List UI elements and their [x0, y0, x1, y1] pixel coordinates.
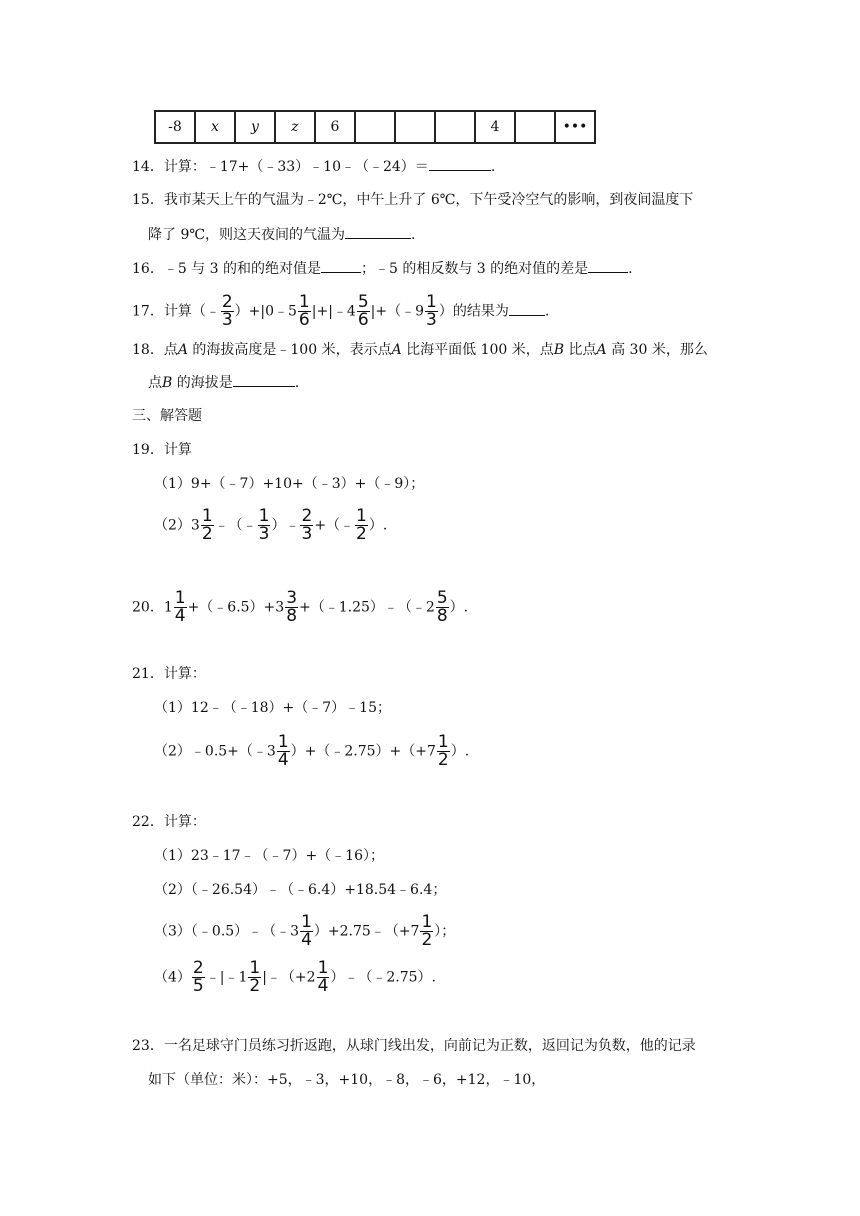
question-text: |+（﹣9	[370, 303, 425, 320]
punctuation: .	[544, 303, 550, 320]
fraction	[201, 508, 214, 543]
denominator: 2	[437, 750, 449, 770]
fraction	[355, 508, 368, 543]
question-text: 16．﹣5 与 3 的和的绝对值是	[132, 261, 321, 277]
question-text: +（﹣6.5）+3	[187, 599, 285, 616]
numerator: 2	[301, 506, 313, 526]
numerator: 1	[174, 588, 186, 608]
denominator: 4	[174, 606, 186, 626]
question-text: ）.	[368, 517, 388, 534]
numerator: 1	[277, 732, 289, 752]
question-16	[132, 258, 633, 279]
question-text: ）+|0﹣5	[234, 303, 297, 320]
question-text: ）+2.75﹣（+7	[313, 923, 420, 940]
section-heading: 三、解答题	[132, 408, 202, 424]
table-cell: •••	[555, 111, 595, 143]
question-text: 20．1	[132, 599, 173, 616]
denominator: 5	[192, 976, 204, 996]
question-text: 14．计算：﹣17+（﹣33）﹣10﹣（﹣24）＝	[132, 159, 429, 175]
question-23-line-2: 如下（单位：米）：+5，﹣3，+10，﹣8，﹣6，+12，﹣10，	[148, 1072, 546, 1088]
variable-b: B	[553, 342, 565, 358]
question-text: 18．点	[132, 342, 178, 358]
question-text: +（﹣1.25）﹣（﹣2	[299, 599, 435, 616]
denominator: 3	[258, 524, 270, 544]
numerator: 1	[437, 732, 449, 752]
numerator: 1	[249, 958, 261, 978]
question-text: 17．计算（﹣	[132, 303, 220, 320]
fraction	[285, 590, 298, 625]
question-text: ）.	[449, 599, 469, 616]
fraction	[425, 294, 438, 329]
fraction	[300, 914, 313, 949]
variable-a: A	[596, 342, 607, 358]
question-text: （2）﹣0.5+（﹣3	[154, 743, 276, 760]
answer-blank	[588, 258, 628, 273]
question-18-line-1	[132, 340, 708, 360]
numerator: 3	[286, 588, 298, 608]
question-15-line-2	[148, 224, 415, 245]
question-text: ）+（﹣2.75）+（+7	[290, 743, 436, 760]
table-cell	[395, 111, 435, 143]
table-cell	[435, 111, 475, 143]
question-18-line-2	[148, 372, 299, 393]
question-15-line-1: 15．我市某天上午的气温为﹣2℃，中午上升了 6℃，下午受冷空气的影响，到夜间温度下	[132, 192, 694, 208]
question-text: 高 30 米，那么	[606, 342, 708, 358]
question-text: +（﹣	[314, 517, 355, 534]
question-14	[132, 156, 495, 177]
numerator: 1	[421, 912, 433, 932]
question-text: 的海拔高度是﹣100 米，表示点	[187, 342, 392, 358]
fraction	[317, 960, 330, 995]
fraction	[437, 734, 450, 769]
question-22-part-1: （1）23﹣17﹣（﹣7）+（﹣16）；	[154, 848, 384, 864]
denominator: 3	[221, 310, 233, 330]
denominator: 2	[249, 976, 261, 996]
question-21-part-1: （1）12﹣（﹣18）+（﹣7）﹣15；	[154, 700, 391, 716]
punctuation: .	[294, 375, 300, 391]
denominator: 3	[426, 310, 437, 330]
fraction	[221, 294, 234, 329]
question-21-part-2	[154, 734, 469, 769]
question-text: |﹣（+2	[262, 969, 316, 986]
fraction	[357, 294, 370, 329]
answer-blank	[233, 372, 295, 387]
numerator: 5	[436, 588, 448, 608]
table-cell: x	[195, 111, 235, 143]
question-text: ﹣|﹣1	[205, 969, 248, 986]
question-text: （4）	[154, 969, 191, 986]
numerator: 5	[357, 292, 369, 312]
denominator: 4	[317, 976, 329, 996]
punctuation: .	[411, 227, 416, 243]
question-text: 比点	[564, 342, 597, 358]
numerator: 2	[221, 292, 233, 312]
fraction	[248, 960, 261, 995]
answer-blank	[345, 224, 411, 239]
numerator: 1	[298, 292, 310, 312]
question-19-part-1: （1）9+（﹣7）+10+（﹣3）+（﹣9）；	[154, 476, 425, 492]
fraction	[436, 590, 449, 625]
question-22-title: 22．计算：	[132, 814, 206, 830]
fraction	[298, 294, 311, 329]
denominator: 8	[286, 606, 298, 626]
table-cell: 4	[475, 111, 515, 143]
question-text: 点	[148, 375, 162, 391]
question-22-part-2: （2）（﹣26.54）﹣（﹣6.4）+18.54﹣6.4；	[154, 882, 447, 898]
fraction	[174, 590, 187, 625]
denominator: 4	[301, 930, 312, 950]
question-22-part-3	[154, 914, 455, 949]
question-text: ）﹣	[271, 517, 300, 534]
table-row	[155, 111, 595, 143]
fraction	[277, 734, 290, 769]
numerator: 1	[426, 292, 437, 312]
answer-blank	[321, 258, 361, 273]
fraction	[192, 960, 205, 995]
question-text: 比海平面低 100 米，点	[401, 342, 554, 358]
number-sequence-table	[154, 110, 596, 144]
table-cell	[355, 111, 395, 143]
table-cell: z	[275, 111, 315, 143]
fraction	[258, 508, 271, 543]
question-21-title: 21．计算：	[132, 666, 206, 682]
numerator: 1	[356, 506, 367, 526]
denominator: 2	[356, 524, 367, 544]
table-cell: 6	[315, 111, 355, 143]
question-text: ）.	[450, 743, 470, 760]
question-17	[132, 294, 549, 329]
denominator: 2	[421, 930, 433, 950]
denominator: 6	[357, 310, 369, 330]
question-text: ﹣（﹣	[214, 517, 257, 534]
table-cell: -8	[155, 111, 195, 143]
answer-blank	[429, 156, 491, 171]
question-20	[132, 590, 468, 625]
question-text: |+|﹣4	[311, 303, 356, 320]
question-22-part-4	[154, 960, 436, 995]
fraction	[300, 508, 313, 543]
question-text: ）﹣（﹣2.75）.	[330, 969, 437, 986]
fraction	[420, 914, 433, 949]
question-text: （3）（﹣0.5）﹣（﹣3	[154, 923, 300, 940]
variable-a: A	[177, 342, 188, 358]
question-23-line-1: 23．一名足球守门员练习折返跑，从球门线出发，向前记为正数，返回记为负数，他的记录	[132, 1038, 696, 1054]
punctuation: .	[628, 261, 633, 277]
question-19-part-2	[154, 508, 387, 543]
denominator: 3	[301, 524, 313, 544]
numerator: 1	[317, 958, 329, 978]
table-cell: y	[235, 111, 275, 143]
punctuation: .	[490, 159, 496, 175]
variable-b: B	[162, 375, 173, 391]
question-text: ；﹣5 的相反数与 3 的绝对值的差是	[360, 261, 589, 277]
table-cell	[515, 111, 555, 143]
variable-a: A	[391, 342, 402, 358]
question-text: 降了 9℃，则这天夜间的气温为	[148, 227, 346, 243]
denominator: 8	[436, 606, 448, 626]
numerator: 1	[258, 506, 270, 526]
question-19-title: 19．计算	[132, 442, 192, 458]
question-text: ）；	[434, 923, 456, 940]
numerator: 1	[301, 912, 312, 932]
question-text: ）的结果为	[438, 303, 509, 320]
question-text: 的海拔是	[172, 375, 233, 391]
denominator: 4	[277, 750, 289, 770]
answer-blank	[509, 301, 545, 316]
numerator: 2	[192, 958, 204, 978]
numerator: 1	[201, 506, 213, 526]
denominator: 2	[201, 524, 213, 544]
question-text: （2）3	[154, 517, 200, 534]
denominator: 6	[298, 310, 310, 330]
